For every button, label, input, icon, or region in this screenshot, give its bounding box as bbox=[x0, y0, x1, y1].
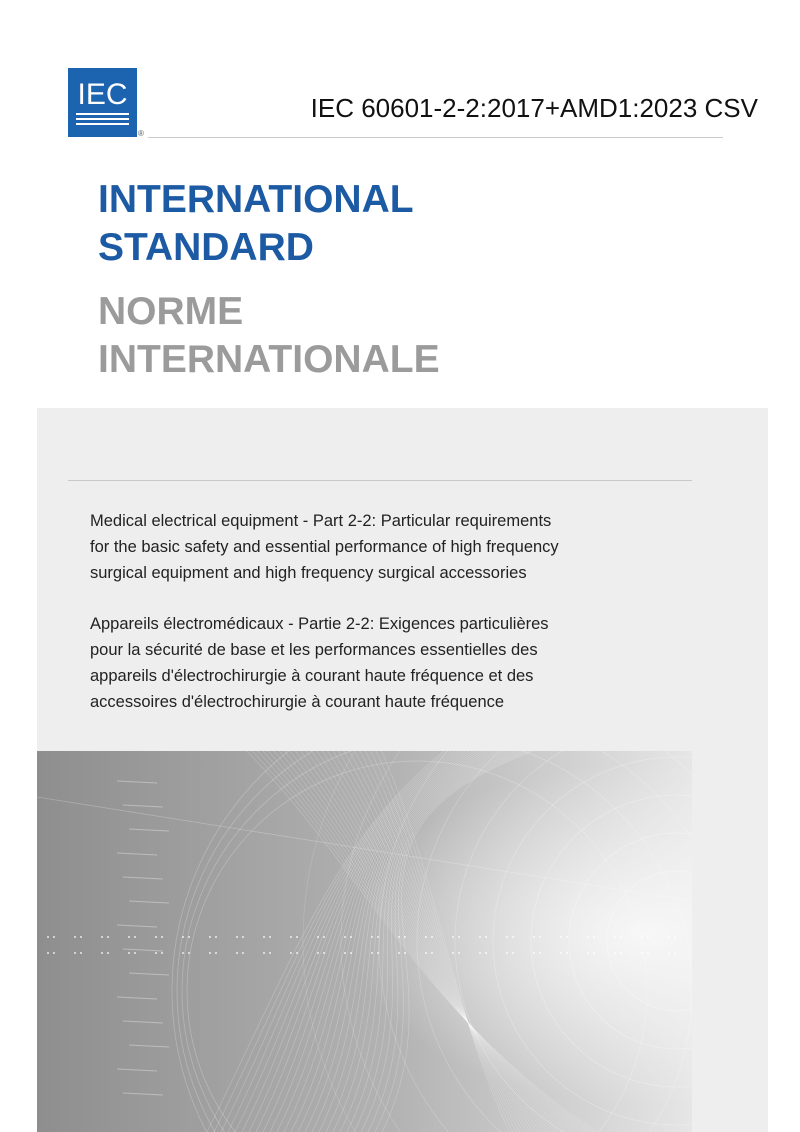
art-dot bbox=[101, 952, 103, 954]
art-dot bbox=[344, 952, 346, 954]
art-dot bbox=[209, 936, 211, 938]
art-dot bbox=[161, 936, 163, 938]
art-dot bbox=[485, 936, 487, 938]
art-dot bbox=[668, 936, 670, 938]
document-id: IEC 60601-2-2:2017+AMD1:2023 CSV bbox=[310, 93, 758, 123]
title-french bbox=[98, 288, 440, 384]
art-dot bbox=[80, 936, 82, 938]
art-dot bbox=[263, 952, 265, 954]
art-dot bbox=[560, 952, 562, 954]
art-dot bbox=[404, 936, 406, 938]
art-dot bbox=[620, 936, 622, 938]
art-dot bbox=[479, 936, 481, 938]
art-dot bbox=[431, 952, 433, 954]
art-dot bbox=[269, 952, 271, 954]
art-dot bbox=[182, 952, 184, 954]
art-dot bbox=[398, 936, 400, 938]
art-dot bbox=[350, 952, 352, 954]
panel-divider bbox=[68, 480, 692, 481]
art-dot bbox=[647, 952, 649, 954]
art-dot bbox=[566, 936, 568, 938]
art-dot bbox=[533, 936, 535, 938]
art-dot bbox=[296, 952, 298, 954]
art-dot bbox=[485, 952, 487, 954]
art-dot bbox=[512, 952, 514, 954]
art-dot bbox=[404, 952, 406, 954]
art-dot bbox=[101, 936, 103, 938]
art-dot bbox=[215, 936, 217, 938]
art-dot bbox=[47, 936, 49, 938]
art-dot bbox=[377, 936, 379, 938]
art-dot bbox=[296, 936, 298, 938]
title-french-line2: INTERNATIONALE bbox=[98, 338, 440, 381]
art-dot bbox=[512, 936, 514, 938]
art-dot bbox=[107, 952, 109, 954]
art-dot bbox=[674, 952, 676, 954]
art-dot bbox=[587, 952, 589, 954]
description-french-line: Appareils électromédicaux - Partie 2-2: Exigences particulières bbox=[90, 615, 549, 633]
art-dot bbox=[425, 952, 427, 954]
art-dot bbox=[128, 952, 130, 954]
art-dot bbox=[641, 952, 643, 954]
art-dot bbox=[458, 952, 460, 954]
title-french-line1: NORME bbox=[98, 290, 244, 333]
description-french-line: pour la sécurité de base et les performances essentielles des bbox=[90, 641, 538, 659]
art-dot bbox=[614, 952, 616, 954]
art-dot bbox=[587, 936, 589, 938]
art-dot bbox=[344, 936, 346, 938]
art-dot bbox=[236, 952, 238, 954]
registered-mark: ® bbox=[138, 129, 144, 138]
art-dot bbox=[506, 952, 508, 954]
art-dot bbox=[560, 936, 562, 938]
art-dot bbox=[242, 936, 244, 938]
art-dot bbox=[53, 952, 55, 954]
description-english-line: Medical electrical equipment - Part 2-2: Particular requirements bbox=[90, 512, 552, 530]
art-dot bbox=[107, 936, 109, 938]
art-dot bbox=[53, 936, 55, 938]
art-dot bbox=[242, 952, 244, 954]
art-dot bbox=[398, 952, 400, 954]
art-dot bbox=[452, 952, 454, 954]
title-english-line1: INTERNATIONAL bbox=[98, 178, 414, 221]
art-dot bbox=[539, 952, 541, 954]
art-dot bbox=[539, 936, 541, 938]
art-dot bbox=[533, 952, 535, 954]
art-dot bbox=[479, 952, 481, 954]
art-dot bbox=[668, 952, 670, 954]
art-dot bbox=[371, 936, 373, 938]
art-dot bbox=[188, 952, 190, 954]
art-dot bbox=[593, 952, 595, 954]
title-english-line2: STANDARD bbox=[98, 226, 314, 269]
art-dot bbox=[290, 936, 292, 938]
art-dot bbox=[80, 952, 82, 954]
art-dot bbox=[182, 936, 184, 938]
art-dot bbox=[323, 936, 325, 938]
art-dot bbox=[74, 936, 76, 938]
cover-art-graphic bbox=[37, 751, 692, 1132]
art-dot bbox=[566, 952, 568, 954]
art-dot bbox=[506, 936, 508, 938]
logo-text: IEC bbox=[77, 78, 128, 111]
art-dot bbox=[188, 936, 190, 938]
art-dot bbox=[269, 936, 271, 938]
art-dot bbox=[647, 936, 649, 938]
art-dot bbox=[215, 952, 217, 954]
art-dot bbox=[161, 952, 163, 954]
art-dot bbox=[263, 936, 265, 938]
art-dot bbox=[128, 936, 130, 938]
abstract-waves-artwork bbox=[37, 751, 692, 1132]
art-dot bbox=[425, 936, 427, 938]
art-dot bbox=[614, 936, 616, 938]
art-dot bbox=[458, 936, 460, 938]
art-dot bbox=[350, 936, 352, 938]
header-divider bbox=[148, 137, 723, 138]
description-english-line: surgical equipment and high frequency surgical accessories bbox=[90, 564, 527, 582]
art-dot bbox=[47, 952, 49, 954]
art-dot bbox=[317, 936, 319, 938]
art-dot bbox=[620, 952, 622, 954]
art-dot bbox=[593, 936, 595, 938]
art-dot bbox=[431, 936, 433, 938]
art-dot bbox=[290, 952, 292, 954]
description-french bbox=[90, 611, 610, 715]
art-dot bbox=[452, 936, 454, 938]
art-dot bbox=[209, 952, 211, 954]
art-dot bbox=[377, 952, 379, 954]
art-dot bbox=[134, 952, 136, 954]
art-dot bbox=[317, 952, 319, 954]
art-dot bbox=[74, 952, 76, 954]
art-dot bbox=[236, 936, 238, 938]
description-french-line: accessoires d'électrochirurgie à courant haute fréquence bbox=[90, 693, 505, 711]
iec-logo-icon bbox=[68, 68, 137, 137]
description-english bbox=[90, 508, 610, 586]
art-dot bbox=[155, 952, 157, 954]
description-english-line: for the basic safety and essential performance of high frequency bbox=[90, 538, 559, 556]
art-dot bbox=[371, 952, 373, 954]
art-dot bbox=[674, 936, 676, 938]
art-dot bbox=[155, 936, 157, 938]
art-dot bbox=[641, 936, 643, 938]
title-english bbox=[98, 176, 414, 272]
art-dot bbox=[323, 952, 325, 954]
description-french-line: appareils d'électrochirurgie à courant haute fréquence et des bbox=[90, 667, 534, 685]
art-dot bbox=[134, 936, 136, 938]
